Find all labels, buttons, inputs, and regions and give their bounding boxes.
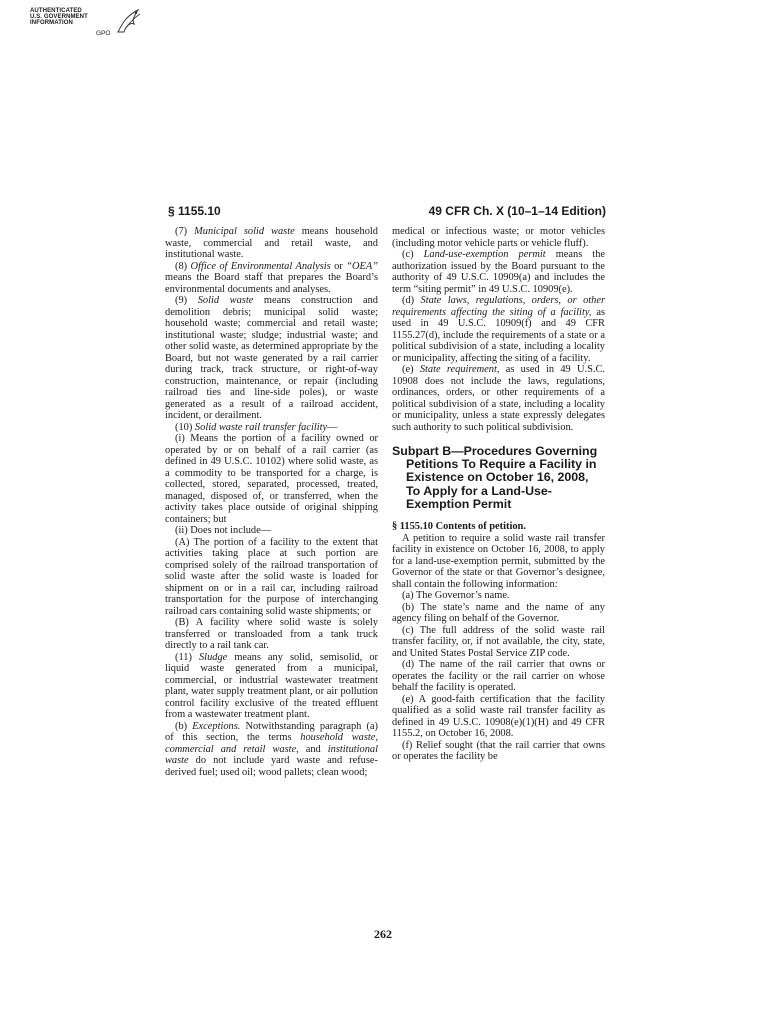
definition-paragraph: (i) Means the portion of a facility owned or operated by or on behalf of a rail carrier (as defined in 49 U.S.C. 10102) where solid waste, as a commodity to be transported for a charge, is collected, stored, separated, processed, treated, managed, disposed of, or transferred, when the activity takes place outside of original shipping containers; but bbox=[165, 433, 378, 525]
page-number: 262 bbox=[374, 927, 392, 941]
definition-paragraph: (d) State laws, regulations, orders, or other requirements affecting the siting of a facility, as used in 49 U.S.C. 10909(f) and 49 CFR 1155.27(d), include the requirements of a state or a political subdivision of a state, including a locality or municipality, affecting the siting of a facility. bbox=[392, 295, 605, 364]
logo-text bbox=[30, 8, 88, 27]
subpart-heading: Subpart B—Procedures Governing Petitions To Require a Facility in Existence on October 16, 2008, To Apply for a Land-Use-Exemption Permit bbox=[392, 444, 598, 511]
running-header-title: 49 CFR Ch. X (10–1–14 Edition) bbox=[428, 204, 606, 218]
definition-paragraph: medical or infectious waste; or motor vehicles (including motor vehicle parts or vehicle fluff). bbox=[392, 226, 605, 249]
definition-paragraph: (7) Municipal solid waste means household waste, commercial and retail waste, and institutional waste. bbox=[165, 226, 378, 260]
definition-paragraph: (9) Solid waste means construction and demolition debris; municipal solid waste; household waste; commercial and retail waste; institutional waste; sludge; industrial waste; and other solid waste, as determined appropriate by the Board, but not waste generated by a rail carrier during track, track structure, or right-of-way construction, maintenance, or repair (including railroad ties and line-side poles), or waste generated as a result of a railroad accident, incident, or derailment. bbox=[165, 295, 378, 421]
definition-paragraph: (8) Office of Environmental Analysis or “OEA” means the Board staff that prepares the Board’s environmental documents and analyses. bbox=[165, 260, 378, 295]
section-heading: § 1155.10 Contents of petition. bbox=[392, 521, 526, 533]
definition-paragraph: (b) Exceptions. Notwithstanding paragraph (a) of this section, the terms household waste, commercial and retail waste, and institutional waste do not include yard waste and refuse-derived fuel; used oil; wood pallets; clean wood; bbox=[165, 720, 379, 778]
left-column bbox=[165, 226, 378, 778]
definition-paragraph: (10) Solid waste rail transfer facility— bbox=[175, 421, 338, 433]
list-item: (c) The full address of the solid waste rail transfer facility, or, if not available, the city, state, and United States Postal Service ZIP code. bbox=[392, 624, 605, 659]
definition-paragraph: (c) Land-use-exemption permit means the authorization issued by the Board pursuant to the authority of 49 U.S.C. 10909(a) and includes the term “siting permit” in 49 U.S.C. 10909(e). bbox=[392, 249, 606, 295]
definition-paragraph: (11) Sludge means any solid, semisolid, or liquid waste generated from a municipal, commercial, or industrial wastewater treatment plant, water supply treatment plant, or air pollution control facility exclusive of the treated effluent from a wastewater treatment plant. bbox=[165, 651, 378, 720]
definition-paragraph: (ii) Does not include— bbox=[175, 525, 272, 536]
list-item: (a) The Governor’s name. bbox=[402, 590, 510, 602]
definition-paragraph: (e) State requirement, as used in 49 U.S.C. 10908 does not include the laws, regulations, ordinances, orders, or other requirements of a political subdivision of a state, including a locality or municipality, unless a state expressly delegates such authority to such political subdivision. bbox=[392, 364, 605, 433]
list-item: (e) A good-faith certification that the facility qualified as a solid waste rail transfer facility as defined in 49 U.S.C. 10908(e)(1)(H) and 49 CFR 1155.2, on October 16, 2008. bbox=[392, 693, 605, 740]
right-column bbox=[392, 226, 605, 763]
definition-paragraph: (A) The portion of a facility to the extent that activities taking place at such portion are comprised solely of the railroad transportation of solid waste after the solid waste is loaded for shipment on or in a rail car, including railroad transportation for the purpose of interchanging railroad cars containing solid waste shipments; or bbox=[165, 536, 378, 617]
eagle-icon bbox=[114, 6, 144, 38]
gpo-label: GPO bbox=[96, 30, 111, 37]
running-header-section: § 1155.10 bbox=[168, 204, 221, 218]
body-paragraph: A petition to require a solid waste rail transfer facility in existence on October 16, 2008, to apply for a land-use-exemption permit, submitted by the Governor of the state or that Governor’s designee, shall contain the following information: bbox=[392, 532, 605, 590]
definition-paragraph: (B) A facility where solid waste is solely transferred or transloaded from a tank truck directly to a rail tank car. bbox=[165, 617, 378, 651]
logo-line: U.S. GOVERNMENT bbox=[30, 14, 88, 21]
list-item: (b) The state’s name and the name of any agency filing on behalf of the Governor. bbox=[392, 601, 605, 625]
logo-line: AUTHENTICATED bbox=[30, 8, 82, 14]
gpo-authentication-logo bbox=[30, 8, 150, 48]
list-item: (f) Relief sought (that the rail carrier that owns or operates the facility be bbox=[392, 739, 605, 763]
logo-line: INFORMATION bbox=[30, 20, 73, 27]
list-item: (d) The name of the rail carrier that owns or operates the facility or the rail carrier on whose behalf the facility is operated. bbox=[392, 659, 605, 694]
